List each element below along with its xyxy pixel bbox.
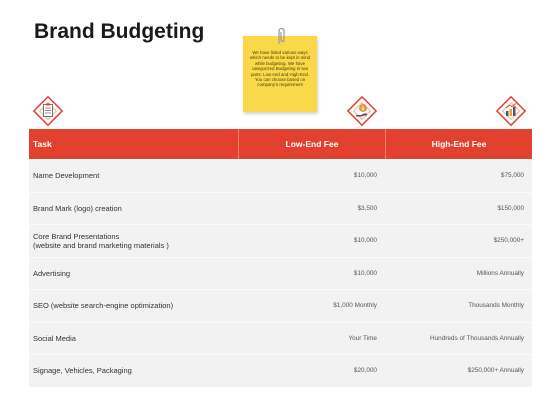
table-row: [29, 322, 532, 355]
high-end-fee-cell: Hundreds of Thousands Annually: [429, 334, 524, 342]
high-end-fee-cell: $250,000+ Annually: [467, 367, 524, 375]
task-cell-line-1: Core Brand Presentations: [33, 231, 120, 241]
header-task: Task: [33, 139, 52, 149]
low-end-fee-cell: $10,000: [353, 269, 377, 277]
table-row: [29, 354, 532, 387]
task-cell: Signage, Vehicles, Packaging: [33, 366, 132, 376]
task-cell: Name Development: [33, 171, 100, 181]
high-end-fee-cell: Thousands Monthly: [468, 302, 524, 310]
checklist-icon: [31, 94, 65, 128]
coin-hand-icon: [345, 94, 379, 128]
task-cell: [29, 232, 238, 250]
low-end-fee-cell: $20,000: [353, 367, 377, 375]
budget-table: [29, 129, 532, 387]
high-end-fee-cell: $150,000: [497, 204, 524, 212]
table-row: [29, 289, 532, 322]
task-cell: SEO (website search-engine optimization): [33, 301, 174, 311]
high-end-fee-cell: $75,000: [500, 172, 524, 180]
task-cell: Social Media: [33, 333, 76, 343]
growth-chart-icon: [494, 94, 528, 128]
header-high-end-fee: High-End Fee: [385, 129, 532, 159]
task-cell-line-2: (website and brand marketing materials ): [33, 240, 169, 250]
low-end-fee-cell: $3,500: [357, 204, 377, 212]
table-body: [29, 159, 532, 387]
header-low-end-fee: Low-End Fee: [238, 129, 385, 159]
task-cell: Brand Mark (logo) creation: [33, 203, 122, 213]
sticky-note-text: We have listed various ways which needs to be kept in mind while budgeting. We have categorized Budgeting in two parts: Low end and High-End. You can choose based on company's requirement: [249, 50, 311, 88]
svg-text:$: $: [361, 105, 365, 112]
table-header: [29, 129, 532, 159]
high-end-fee-cell: Millions Annually: [476, 269, 524, 277]
low-end-fee-cell: $10,000: [353, 172, 377, 180]
page-title: Brand Budgeting: [34, 20, 205, 43]
low-end-fee-cell: $10,000: [353, 237, 377, 245]
high-end-fee-cell: $250,000+: [493, 237, 524, 245]
task-cell: Advertising: [33, 268, 71, 278]
table-row: [29, 192, 532, 225]
table-row: [29, 224, 532, 257]
paperclip-icon: [275, 26, 287, 46]
low-end-fee-cell: Your Time: [348, 334, 377, 342]
low-end-fee-cell: $1,000 Monthly: [333, 302, 377, 310]
sticky-note: [243, 36, 317, 112]
table-row: [29, 257, 532, 290]
table-row: [29, 159, 532, 192]
